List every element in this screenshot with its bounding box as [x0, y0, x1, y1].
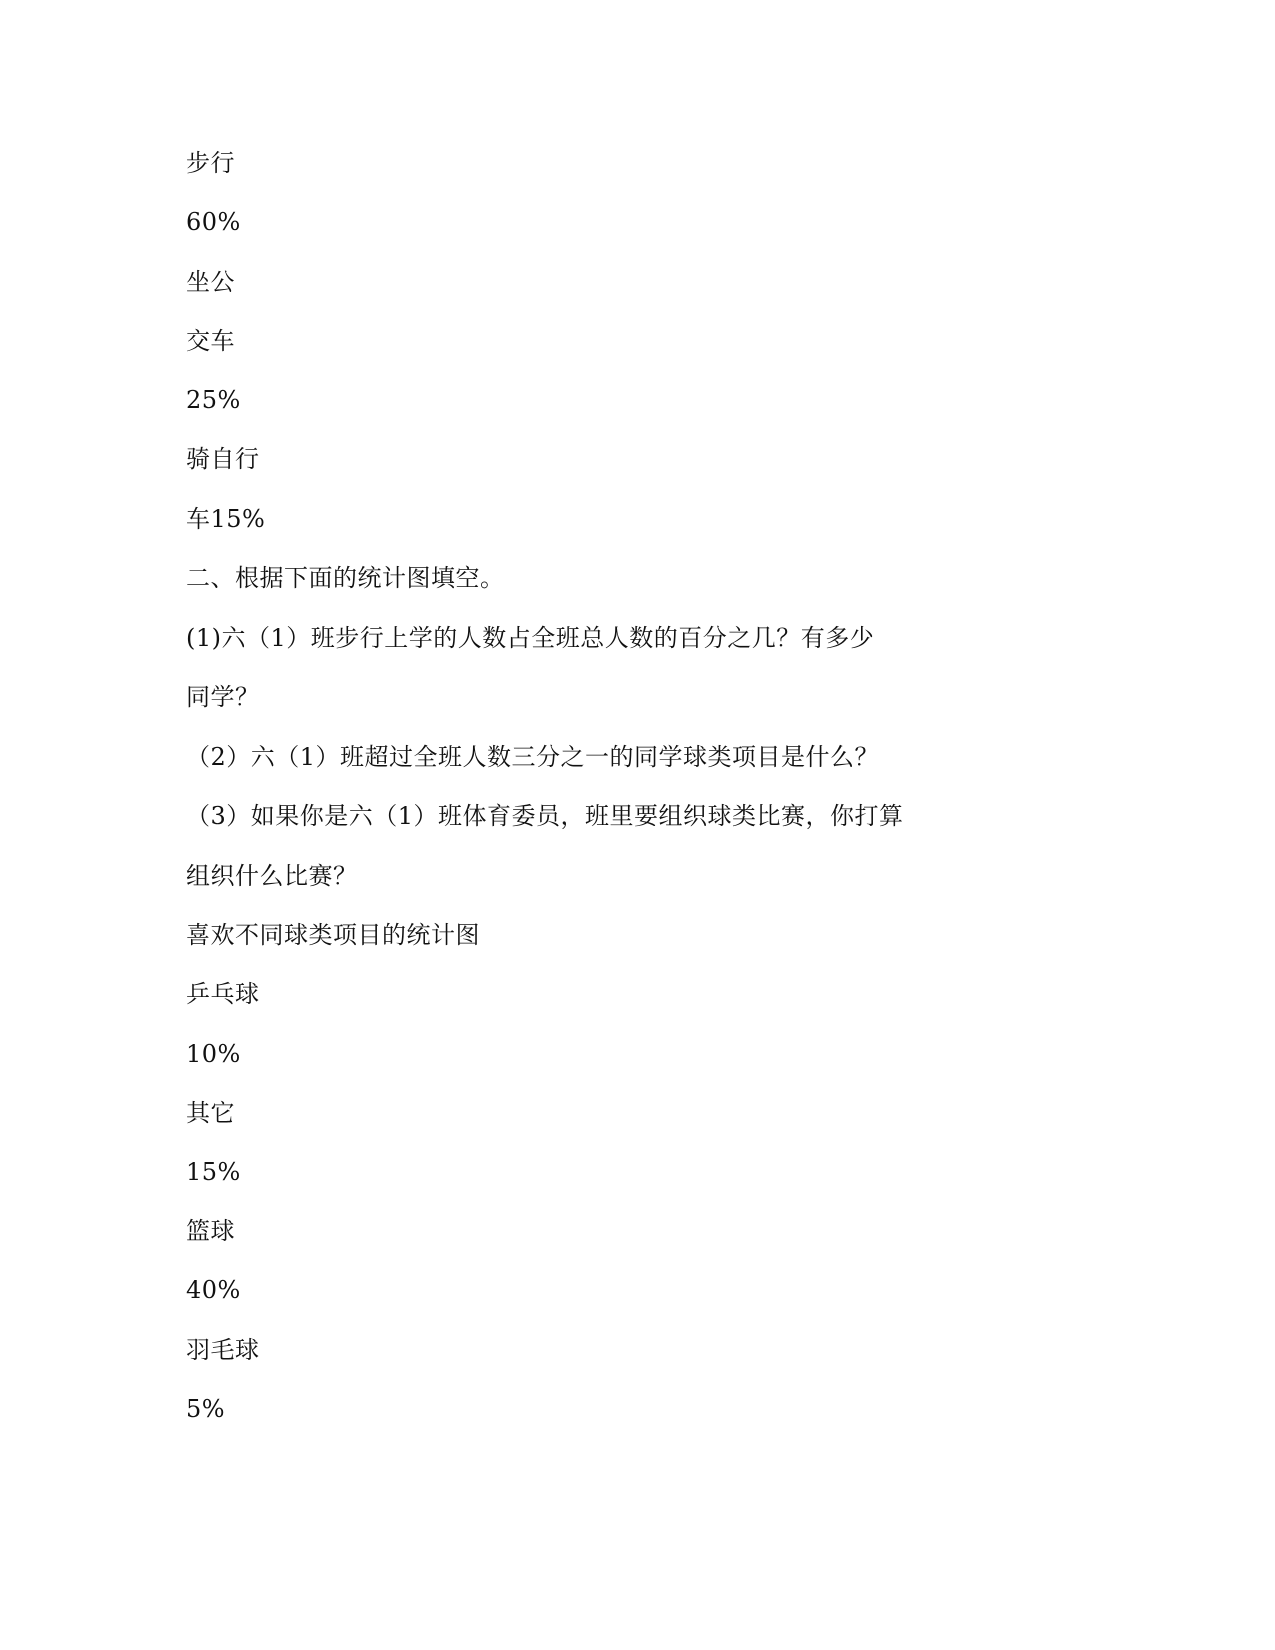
value-bus-percent: 25% [186, 386, 241, 414]
question-3-part2: 组织什么比赛？ [186, 862, 358, 890]
label-bus-part1: 坐公 [186, 268, 235, 296]
label-basketball: 篮球 [186, 1217, 235, 1245]
label-bicycle-part2: 车15% [186, 505, 266, 533]
label-bus-part2: 交车 [186, 327, 235, 355]
question-1-part2: 同学？ [186, 683, 260, 711]
value-other-percent: 15% [186, 1158, 241, 1186]
chart-title-ball-sports: 喜欢不同球类项目的统计图 [186, 921, 480, 949]
label-other: 其它 [186, 1099, 235, 1127]
value-table-tennis-percent: 10% [186, 1040, 241, 1068]
label-walking: 步行 [186, 149, 235, 177]
label-badminton: 羽毛球 [186, 1336, 260, 1364]
question-3-part1: （3）如果你是六（1）班体育委员，班里要组织球类比赛，你打算 [186, 802, 904, 830]
label-bicycle-part1: 骑自行 [186, 445, 260, 473]
question-1-part1: (1)六（1）班步行上学的人数占全班总人数的百分之几？有多少 [186, 624, 875, 652]
label-table-tennis: 乒乓球 [186, 980, 260, 1008]
question-2: （2）六（1）班超过全班人数三分之一的同学球类项目是什么？ [186, 743, 880, 771]
section-heading-two: 二、根据下面的统计图填空。 [186, 564, 505, 592]
value-badminton-percent: 5% [186, 1395, 226, 1423]
value-walking-percent: 60% [186, 208, 241, 236]
value-basketball-percent: 40% [186, 1276, 241, 1304]
